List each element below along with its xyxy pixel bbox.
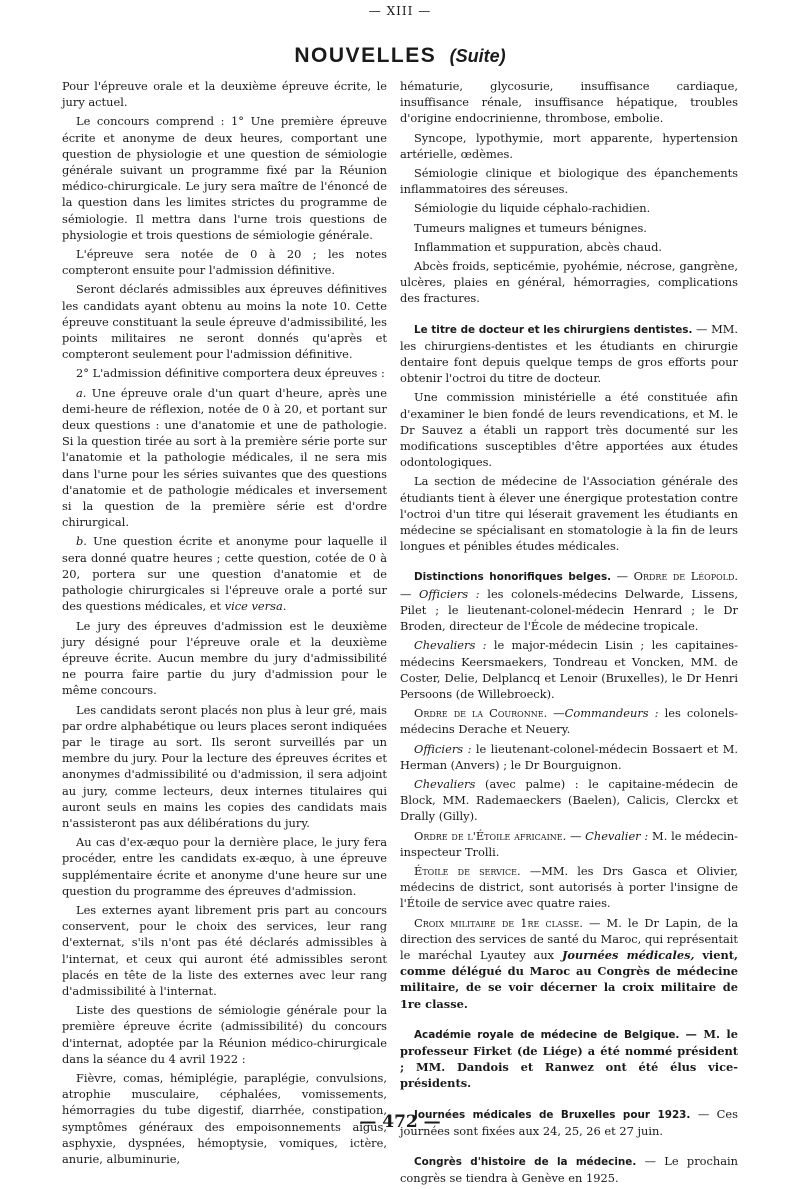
paragraph-text: Une question écrite et anonyme pour laquelle il sera donné quatre heures ; cette question, cotée de 0 à 20, portera sur une question d'anatomie et de pathologie chirurgicales si l'épreuve orale a porté sur des questions médicales, et (62, 534, 387, 614)
order-name: Ordre de la Couronne. (414, 706, 548, 721)
paragraph: Seront déclarés admissibles aux épreuves définitives les candidats ayant obtenu au moins la note 10. Cette épreuve constituant la seule épreuve d'admissibilité, les points militaires ne seront donnés qu'après et compteront seulement pour l'admission définitive. (62, 282, 387, 362)
paragraph: Une commission ministérielle a été constituée afin d'examiner le bien fondé de leurs revendications, et M. le Dr Sauvez a établi un rapport très documenté sur les modifications susceptibles d'être apportées aux études odontologiques. (400, 390, 738, 470)
paragraph-text: les colonels-médecins Derache et Neuery. (400, 706, 739, 737)
title-suite: (Suite) (449, 46, 506, 66)
paragraph (62, 533, 387, 614)
left-column (62, 78, 387, 1170)
paragraph-text: — Le prochain congrès se tiendra à Genève en 1925. (400, 1153, 738, 1186)
news-item-academie (400, 1026, 738, 1092)
paragraph: Les externes ayant librement pris part au concours conservent, pour le choix des services, leur rang d'externat, s'ils n'ont pas été déclarés admissibles à l'internat, et ceux qui auront été admissibles seront placés en tête de la liste des externes avec leur rang d'admissibilité à l'internat. (62, 902, 387, 998)
paragraph (400, 776, 738, 825)
item-label: b. (76, 534, 87, 549)
rank-label: Chevaliers (414, 776, 476, 791)
paragraph: Au cas d'ex-æquo pour la dernière place, le jury fera procéder, entre les candidats ex-æquo, à une épreuve supplémentaire écrite et anonyme d'une heure sur une question du programme des épreuves d'admission. (62, 835, 387, 898)
paragraph: Tumeurs malignes et tumeurs bénignes. (414, 220, 647, 235)
paragraph (400, 915, 738, 1012)
rank-label: —Commandeurs : (553, 706, 659, 721)
paragraph: Inflammation et suppuration, abcès chaud. (414, 239, 663, 254)
paragraph-text: (avec palme) : le capitaine-médecin de Block, MM. Rademaeckers (Baelen), Calicis, Clerckx et Drally (Gilly). (400, 776, 738, 824)
section-heading: Congrès d'histoire de la médecine. (414, 1155, 637, 1168)
right-column (400, 78, 738, 1189)
paragraph (400, 863, 738, 912)
paragraph: Pour l'épreuve orale et la deuxième épreuve écrite, le jury actuel. (62, 79, 387, 110)
rank-label: — Officiers : (400, 586, 480, 601)
paragraph: 2° L'admission définitive comportera deux épreuves : (76, 366, 385, 381)
paragraph: Sémiologie clinique et biologique des épanchements inflammatoires des séreuses. (400, 166, 738, 197)
paragraph-text: — M. le Dr Lapin, de la direction des services de santé du Maroc, qui représentait le maréchal Lyautey aux (400, 915, 739, 962)
order-name: Étoile de service. (414, 863, 521, 878)
paragraph: Syncope, lypothymie, mort apparente, hypertension artérielle, œdèmes. (400, 130, 738, 161)
paragraph: Liste des questions de sémiologie générale pour la première épreuve écrite (admissibilité) du concours d'internat, adoptée par la Réunion médico-chirurgicale dans la séance du 4 avril 1922 : (62, 1003, 387, 1066)
paragraph-text: —MM. les Drs Gasca et Olivier, médecins de district, sont autorisés à porter l'insigne de l'Étoile de service avec quatre raies. (400, 863, 739, 911)
paragraph: Le jury des épreuves d'admission est le deuxième jury désigné pour l'épreuve orale et la deuxième épreuve écrite. Aucun membre du jury d'admissibilité ne pourra faire partie du jury d'admission pour le même concours. (62, 618, 387, 698)
order-name: Croix militaire de 1re classe. (414, 915, 583, 930)
paragraph: Sémiologie du liquide céphalo-rachidien. (414, 201, 651, 216)
paragraph-text: M. le médecin-inspecteur Trolli. (400, 828, 739, 859)
paragraph (62, 385, 387, 531)
paragraph: La section de médecine de l'Association générale des étudiants tient à élever une énergique protestation contre l'octroi d'un titre qui léserait gravement les étudiants en médecine se spécialisant en stomatologie à la fin de leurs longues et pénibles études médicales. (400, 474, 738, 554)
order-name: Ordre de l'Étoile africaine. (414, 828, 567, 843)
running-head: — XIII — (368, 4, 432, 18)
paragraph-text: le lieutenant-colonel-médecin Bossaert et M. Herman (Anvers) ; le Dr Bourguignon. (400, 741, 738, 772)
paragraph: Abcès froids, septicémie, pyohémie, nécrose, gangrène, ulcères, plaies en général, hémorragies, complications des fractures. (400, 259, 738, 306)
paragraph-text: — M. le professeur Firket (de Liége) a été nommé président ; MM. Dandois et Ranwez ont été élus vice-présidents. (400, 1026, 738, 1091)
section-heading: Journées médicales de Bruxelles pour 1923. (414, 1108, 691, 1121)
rank-label: Chevaliers : (414, 638, 487, 653)
paragraph-text: — Ces journées sont fixées aux 24, 25, 26 et 27 juin. (400, 1106, 738, 1138)
news-item-congres (400, 1153, 738, 1186)
news-item-distinctions (400, 568, 738, 634)
paragraph (400, 741, 738, 773)
paragraph: Fièvre, comas, hémiplégie, paraplégie, convulsions, atrophie musculaire, céphalées, vomissements, hémorragies du tube digestif, diarrhée, constipation, symptômes généraux des empoisonnements aigus, asphyxie, dyspnées, hémoptysie, vomiques, ictère, anurie, albuminurie, (62, 1070, 387, 1166)
paragraph: Le concours comprend : 1° Une première épreuve écrite et anonyme de deux heures, comportant une question de physiologie et une question de sémiologie générale suivant un programme fixé par la Réunion médico-chirurgicale. Le jury sera maître de l'énoncé de la question dans les limites strictes du programme de sémiologie. Il mettra dans l'urne trois questions de physiologie et trois questions de sémiologie générale. (62, 114, 387, 242)
paragraph-text: le major-médecin Lisin ; les capitaines-médecins Keersmaekers, Tondreau et Voncken, MM. de Coster, Delie, Delplancq et Lenoir (Bruxelles), le Dr Henri Persoons (de Willebroeck). (400, 638, 739, 701)
paragraph-text: les colonels-médecins Delwarde, Lissens, Pilet ; le lieutenant-colonel-médecin Henrard ; le Dr Broden, directeur de l'École de médecine tropicale. (400, 586, 739, 634)
paragraph (400, 828, 738, 860)
paragraph-text: — MM. les chirurgiens-dentistes et les étudiants en chirurgie dentaire font depuis quelque temps de gros efforts pour obtenir l'octroi du titre de docteur. (400, 321, 739, 386)
section-heading: Le titre de docteur et les chirurgiens dentistes. (414, 323, 693, 336)
item-label: a. (76, 385, 87, 400)
italic-text: Journées médicales, (561, 947, 695, 962)
order-name: — Ordre de Léopold. (616, 569, 738, 584)
section-heading: Distinctions honorifiques belges. (414, 571, 612, 584)
paragraph: Les candidats seront placés non plus à leur gré, mais par ordre alphabétique ou leurs places seront indiquées par le tirage au sort. Ils seront surveillés par un membre du jury. Pour la lecture des épreuves écrites et anonymes d'admissibilité ou d'admission, il sera adjoint au jury, comme lecteurs, deux internes titulaires qui auront seuls en mains les copies des candidats mais n'assisteront pas aux délibérations du jury. (62, 702, 387, 830)
paragraph (400, 637, 738, 702)
paragraph-text: Une épreuve orale d'un quart d'heure, après une demi-heure de réflexion, notée de 0 à 20, et portant sur deux questions : une d'anatomie et une de pathologie. Si la question tirée au sort à la première série porte sur l'anatomie et la pathologie médicales, il ne sera mis dans l'urne pour les séries suivantes que des questions d'anatomie et de pathologie médicales et inversement si la question de la première série est d'ordre chirurgical. (62, 385, 387, 530)
rank-label: Officiers : (414, 741, 472, 756)
rank-label: — Chevalier : (569, 828, 649, 843)
title-main: NOUVELLES (294, 44, 437, 67)
paragraph (400, 705, 738, 737)
paragraph: hématurie, glycosurie, insuffisance cardiaque, insuffisance rénale, insuffisance hépatique, troubles d'origine endocrinienne, thrombose, embolie. (400, 79, 738, 126)
news-item-dentistes (400, 321, 738, 387)
page-title (0, 44, 800, 68)
italic-text: vice versa. (224, 599, 287, 614)
page-number: — 472 — (359, 1112, 441, 1132)
paragraph: L'épreuve sera notée de 0 à 20 ; les notes compteront ensuite pour l'admission définitive. (62, 247, 387, 278)
section-heading: Académie royale de médecine de Belgique. (414, 1028, 680, 1041)
paragraph-text: vient, comme délégué du Maroc au Congrès de médecine militaire, de se voir décerner la croix militaire de 1re classe. (400, 947, 739, 1011)
